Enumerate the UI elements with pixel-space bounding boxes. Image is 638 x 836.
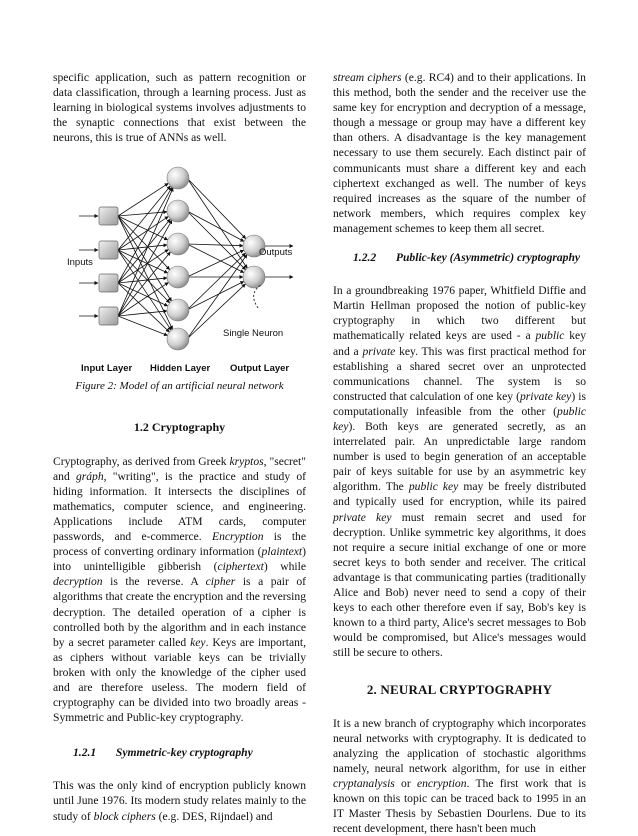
connection-arrow [187, 178, 246, 239]
connection-arrow [187, 211, 246, 270]
italic-term: public key [333, 404, 586, 433]
italic-term: block ciphers [93, 809, 156, 823]
connection-arrow [118, 316, 168, 336]
connection-arrow [118, 250, 168, 284]
right-column [333, 70, 586, 836]
italic-term: key [190, 635, 206, 649]
input-node [99, 307, 118, 325]
paragraph-symmetric: This was the only kind of encryption publicly known until June 1976. Its modern study relates mainly to the study of block ciphers (e.g. DES, Rijndael) and [53, 779, 306, 823]
italic-term: gráph [75, 469, 104, 483]
connection-arrow [118, 212, 167, 216]
paragraph-neural-cryptography: It is a new branch of cryptography which incorporates neural networks with cryptography. It is dedicated to analyzing the application of stochastic algorithms namely, neural network algorithm, for use in either cryptanalysis or encryption. The first work that is known on this topic can be traced back to 1995 in an IT Master Thesis by Sebastien Dourlens. Due to its recent development, there hasn't been much [333, 716, 586, 836]
connection-arrow [118, 184, 168, 217]
italic-term: stream ciphers [333, 71, 402, 84]
output-layer-label: Output Layer [230, 363, 290, 375]
italic-term: encryption [416, 776, 467, 790]
figure-caption: Figure 2: Model of an artificial neural network [75, 380, 284, 393]
input-layer-label: Input Layer [81, 363, 133, 375]
italic-term: private key [520, 389, 572, 403]
input-node [99, 207, 118, 225]
section-title-cryptography: 1.2 Cryptography [133, 420, 226, 435]
italic-term: kryptos [229, 454, 264, 468]
inputs-label: Inputs [67, 257, 93, 269]
connection-arrow [187, 282, 244, 311]
hidden-node [167, 200, 189, 222]
hidden-node [167, 167, 189, 189]
italic-term: cipher [205, 575, 236, 589]
section-title-neural-cryptography: 2. NEURAL CRYPTOGRAPHY [366, 682, 553, 698]
paragraph-stream-ciphers: stream ciphers (e.g. RC4) and to their applications. In this method, both the sender and the receiver use the same key for encryption and decryption of a message, though a message or group may have a different key than others. A disadvantage is the key management necessary to use them securely. Each distinct pair of communicants must share a different key and each ciphertext exchanged as well. The number of keys required increases as the square of the number of network members, which requires complex key management schemes to keep them all secret. [333, 71, 586, 235]
input-node [99, 241, 118, 259]
connection-arrow [187, 244, 244, 273]
paragraph-public-key: In a groundbreaking 1976 paper, Whitfield Diffie and Martin Hellman proposed the notion of public-key cryptography in which two different but mathematically related keys are used - a public key and a private key. This was first practical method for establishing a shared secret over an unprotected communications channel. The system is so constructed that calculation of one key (private key) is computationally infeasible from the other (public key). Both keys are generated secretly, as an interrelated pair. An unpredictable large random number is used to begin generation of an acceptable pair of keys suitable for use by an asymmetric key algorithm. The public key may be freely distributed and typically used for encryption, while its paired private key must remain secret and used for decryption. Unlike symmetric key algorithms, it does not require a secure initial exchange of one or more secret keys to both sender and receiver. The critical advantage is that communicating parties (traditionally Alice and Bob) never need to send a copy of their keys to each other therefore even if say, Bob's key is known to a third party, Alice's secret messages to Bob would be compromised, but Alice's messages would still be secure to others. [333, 284, 587, 660]
single-neuron-pointer [254, 285, 261, 308]
output-node [243, 266, 265, 288]
italic-term: plaintext [261, 545, 303, 559]
italic-term: decryption [53, 575, 103, 589]
subsection-heading: Public-key (Asymmetric) cryptography [395, 251, 581, 265]
connection-arrow [118, 245, 167, 250]
connection-arrow [187, 211, 244, 241]
connection-arrow [118, 217, 168, 251]
hidden-node [167, 266, 189, 288]
subsection-title-symmetric [73, 745, 306, 760]
connection-arrow [187, 244, 243, 246]
italic-term: private [362, 344, 396, 358]
outputs-label: Outputs [259, 247, 293, 259]
subsection-number: 1.2.2 [353, 251, 377, 265]
neural-network-figure [53, 165, 306, 410]
subsection-heading: Symmetric-key cryptography [115, 746, 253, 760]
single-neuron-label: Single Neuron [223, 328, 284, 340]
hidden-layer-label: Hidden Layer [150, 363, 211, 375]
subsection-number: 1.2.1 [73, 746, 97, 760]
italic-term: private key [333, 510, 392, 524]
italic-term: ciphertext [217, 560, 264, 574]
input-node [99, 274, 118, 292]
italic-term: public [535, 329, 565, 343]
paragraph-ann-intro: specific application, such as pattern recognition or data classification, through a learning process. Just as learning in biological systems involves adjustments to the synaptic connections that exist between the neurons, this is true of ANNs as well. [53, 71, 306, 145]
italic-term: public key [408, 480, 459, 494]
italic-term: cryptanalysis [333, 776, 395, 790]
connection-arrow [118, 186, 170, 250]
hidden-node [167, 299, 189, 321]
left-column [53, 70, 306, 824]
italic-term: Encryption [212, 530, 264, 544]
connection-arrow [187, 178, 247, 268]
connection-arrow [187, 254, 246, 311]
subsection-title-public-key [353, 250, 586, 265]
paragraph-cryptography: Cryptography, as derived from Greek kryptos, "secret" and gráph, "writing", is the practice and study of hiding information. It intersects the disciplines of mathematics, computer science, and engineering. Applications include ATM cards, computer passwords, and e-commerce. Encryption is the process of converting ordinary information (plaintext) into unintelligible gibberish (ciphertext) while decryption is the reverse. A cipher is a pair of algorithms that create the encryption and the reversing decryption. The detailed operation of a cipher is controlled both by the algorithm and in each instance by a secret parameter called key. Keys are important, as ciphers without variable keys can be trivially broken with only the knowledge of the cipher used and are therefore useless. The modern field of cryptography can be divided into two broadly areas - Symmetric and Public-key cryptography. [53, 454, 307, 725]
hidden-node [167, 328, 189, 350]
hidden-node [167, 233, 189, 255]
